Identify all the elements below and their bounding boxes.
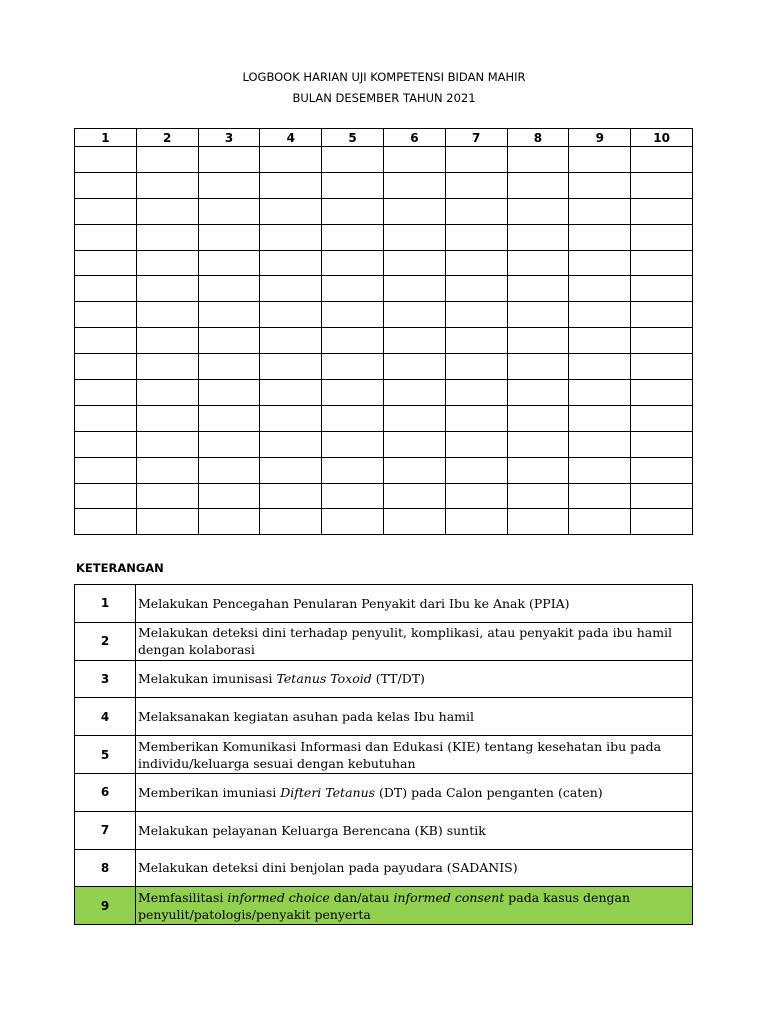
grid-cell [322,457,384,483]
grid-row [75,250,693,276]
grid-row [75,509,693,535]
grid-cell [445,224,507,250]
grid-cell [75,198,137,224]
grid-cell [631,380,693,406]
grid-cell [260,380,322,406]
grid-column-header: 1 [75,129,137,147]
grid-cell [136,354,198,380]
keterangan-description [136,622,693,660]
grid-cell [383,405,445,431]
grid-cell [322,302,384,328]
grid-cell [569,354,631,380]
grid-cell [383,457,445,483]
grid-cell [198,172,260,198]
grid-cell [75,172,137,198]
grid-cell [322,198,384,224]
grid-cell [507,431,569,457]
grid-column-header: 6 [383,129,445,147]
grid-cell [322,509,384,535]
grid-cell [445,276,507,302]
description-text: Memberikan Komunikasi Informasi dan Edukasi (KIE) tentang kesehatan ibu pada individu/keluarga sesuai dengan kebutuhan [138,738,662,771]
description-text: Melakukan deteksi dini benjolan pada payudara (SADANIS) [138,860,518,876]
grid-cell [136,405,198,431]
logbook-grid [74,128,693,535]
grid-column-header: 4 [260,129,322,147]
grid-cell [75,431,137,457]
grid-cell [569,328,631,354]
grid-cell [136,483,198,509]
description-text: Melakukan deteksi dini terhadap penyulit, komplikasi, atau penyakit pada ibu hamil dengan kolaborasi [138,625,673,658]
grid-cell [445,405,507,431]
grid-cell [260,354,322,380]
grid-cell [383,380,445,406]
grid-cell [75,224,137,250]
grid-row [75,147,693,173]
description-text: pada kasus dengan penyulit/patologis/penyakit penyerta [138,889,631,922]
grid-row [75,302,693,328]
description-text: Melakukan Pencegahan Penularan Penyakit dari Ibu ke Anak (PPIA) [138,595,570,611]
grid-cell [383,302,445,328]
description-text: Memberikan imuniasi [138,784,281,800]
keterangan-number: 5 [75,736,136,774]
keterangan-number: 8 [75,849,136,887]
grid-cell [445,328,507,354]
keterangan-row [75,736,693,774]
grid-cell [198,250,260,276]
grid-cell [445,457,507,483]
grid-cell [136,250,198,276]
grid-cell [322,405,384,431]
grid-column-header: 3 [198,129,260,147]
grid-row [75,276,693,302]
grid-cell [383,250,445,276]
grid-cell [507,509,569,535]
grid-cell [198,509,260,535]
grid-cell [631,172,693,198]
grid-cell [507,380,569,406]
keterangan-body [75,585,693,925]
keterangan-description [136,585,693,623]
grid-row [75,380,693,406]
grid-cell [631,147,693,173]
grid-cell [383,276,445,302]
grid-cell [322,147,384,173]
grid-cell [260,405,322,431]
grid-cell [260,302,322,328]
keterangan-table [74,584,693,925]
grid-cell [383,483,445,509]
grid-cell [322,354,384,380]
grid-cell [383,147,445,173]
grid-cell [322,431,384,457]
keterangan-row [75,622,693,660]
grid-cell [136,380,198,406]
grid-cell [136,276,198,302]
grid-cell [75,302,137,328]
grid-cell [75,250,137,276]
grid-cell [260,328,322,354]
grid-cell [383,172,445,198]
grid-cell [383,431,445,457]
grid-row [75,457,693,483]
grid-cell [75,276,137,302]
grid-column-header: 10 [631,129,693,147]
grid-cell [631,431,693,457]
grid-cell [198,276,260,302]
grid-cell [445,250,507,276]
grid-cell [507,198,569,224]
grid-cell [322,276,384,302]
grid-row [75,328,693,354]
grid-column-header: 8 [507,129,569,147]
grid-cell [569,405,631,431]
description-text: Memfasilitasi [138,889,228,905]
keterangan-description [136,736,693,774]
grid-cell [260,172,322,198]
grid-cell [631,302,693,328]
grid-cell [136,302,198,328]
document-subtitle: BULAN DESEMBER TAHUN 2021 [292,91,476,105]
grid-cell [198,354,260,380]
grid-cell [198,328,260,354]
keterangan-row [75,849,693,887]
grid-cell [631,457,693,483]
grid-cell [322,328,384,354]
grid-cell [569,509,631,535]
grid-cell [322,380,384,406]
grid-cell [631,483,693,509]
grid-cell [569,250,631,276]
keterangan-description [136,698,693,736]
keterangan-number: 9 [75,887,136,925]
grid-cell [260,509,322,535]
grid-cell [507,354,569,380]
grid-cell [569,172,631,198]
keterangan-row [75,660,693,698]
grid-cell [260,276,322,302]
grid-cell [136,172,198,198]
keterangan-description [136,811,693,849]
description-text: Melakukan pelayanan Keluarga Berencana (KB) suntik [138,822,486,838]
grid-cell [198,302,260,328]
grid-cell [507,172,569,198]
keterangan-number: 1 [75,585,136,623]
grid-cell [507,405,569,431]
grid-cell [136,457,198,483]
keterangan-number: 4 [75,698,136,736]
grid-cell [136,328,198,354]
grid-cell [260,198,322,224]
keterangan-row [75,811,693,849]
keterangan-number: 3 [75,660,136,698]
keterangan-number: 6 [75,773,136,811]
grid-cell [569,276,631,302]
grid-cell [75,147,137,173]
keterangan-row [75,887,693,925]
grid-cell [507,457,569,483]
grid-cell [136,147,198,173]
grid-cell [445,380,507,406]
keterangan-row [75,698,693,736]
description-text: Melakukan imunisasi [138,671,277,687]
grid-cell [198,380,260,406]
grid-cell [507,483,569,509]
grid-cell [198,483,260,509]
grid-cell [445,172,507,198]
grid-cell [569,483,631,509]
grid-row [75,172,693,198]
grid-cell [322,172,384,198]
keterangan-number: 2 [75,622,136,660]
grid-row [75,224,693,250]
keterangan-description [136,849,693,887]
grid-cell [383,354,445,380]
grid-cell [631,276,693,302]
description-text: (DT) pada Calon penganten (caten) [375,784,603,800]
grid-cell [569,380,631,406]
grid-cell [75,354,137,380]
grid-cell [198,147,260,173]
grid-cell [136,431,198,457]
grid-cell [631,509,693,535]
grid-cell [75,483,137,509]
grid-cell [631,405,693,431]
grid-cell [136,198,198,224]
grid-cell [383,198,445,224]
grid-cell [260,250,322,276]
grid-cell [75,405,137,431]
grid-cell [445,431,507,457]
grid-cell [445,354,507,380]
grid-cell [198,457,260,483]
grid-cell [569,431,631,457]
grid-cell [322,224,384,250]
grid-cell [75,509,137,535]
grid-cell [136,224,198,250]
grid-body [75,147,693,535]
keterangan-description [136,887,693,925]
grid-cell [569,147,631,173]
grid-row [75,354,693,380]
grid-cell [198,431,260,457]
grid-row [75,483,693,509]
grid-cell [260,483,322,509]
grid-cell [322,250,384,276]
grid-header-row [75,129,693,147]
grid-cell [507,302,569,328]
keterangan-description [136,660,693,698]
grid-cell [507,276,569,302]
description-italic-text: informed consent [393,889,505,905]
grid-cell [631,224,693,250]
grid-cell [260,431,322,457]
grid-cell [75,457,137,483]
grid-cell [260,224,322,250]
grid-cell [260,147,322,173]
description-text: (TT/DT) [371,671,425,687]
grid-column-header: 9 [569,129,631,147]
description-text: Melaksanakan kegiatan asuhan pada kelas Ibu hamil [138,709,475,725]
grid-cell [631,198,693,224]
grid-cell [75,380,137,406]
grid-cell [383,509,445,535]
grid-row [75,198,693,224]
grid-column-header: 2 [136,129,198,147]
grid-cell [507,250,569,276]
grid-cell [631,328,693,354]
keterangan-row [75,585,693,623]
grid-cell [198,198,260,224]
grid-cell [198,224,260,250]
grid-cell [507,328,569,354]
description-italic-text: Tetanus Toxoid [276,671,372,687]
grid-cell [507,147,569,173]
grid-column-header: 7 [445,129,507,147]
grid-cell [445,509,507,535]
grid-cell [631,250,693,276]
document-title: LOGBOOK HARIAN UJI KOMPETENSI BIDAN MAHIR [242,70,526,84]
grid-cell [198,405,260,431]
grid-cell [75,328,137,354]
grid-cell [569,457,631,483]
grid-row [75,431,693,457]
grid-column-header: 5 [322,129,384,147]
keterangan-number: 7 [75,811,136,849]
description-italic-text: informed choice [227,889,330,905]
grid-cell [445,198,507,224]
grid-cell [631,354,693,380]
grid-cell [445,483,507,509]
grid-row [75,405,693,431]
grid-cell [383,328,445,354]
grid-cell [569,198,631,224]
description-italic-text: Difteri Tetanus [280,784,376,800]
keterangan-description [136,773,693,811]
keterangan-heading: KETERANGAN [76,561,164,575]
keterangan-row [75,773,693,811]
grid-cell [569,224,631,250]
grid-cell [136,509,198,535]
grid-cell [445,147,507,173]
grid-cell [260,457,322,483]
grid-cell [507,224,569,250]
description-text: dan/atau [329,889,394,905]
grid-cell [322,483,384,509]
grid-cell [445,302,507,328]
grid-cell [569,302,631,328]
grid-cell [383,224,445,250]
